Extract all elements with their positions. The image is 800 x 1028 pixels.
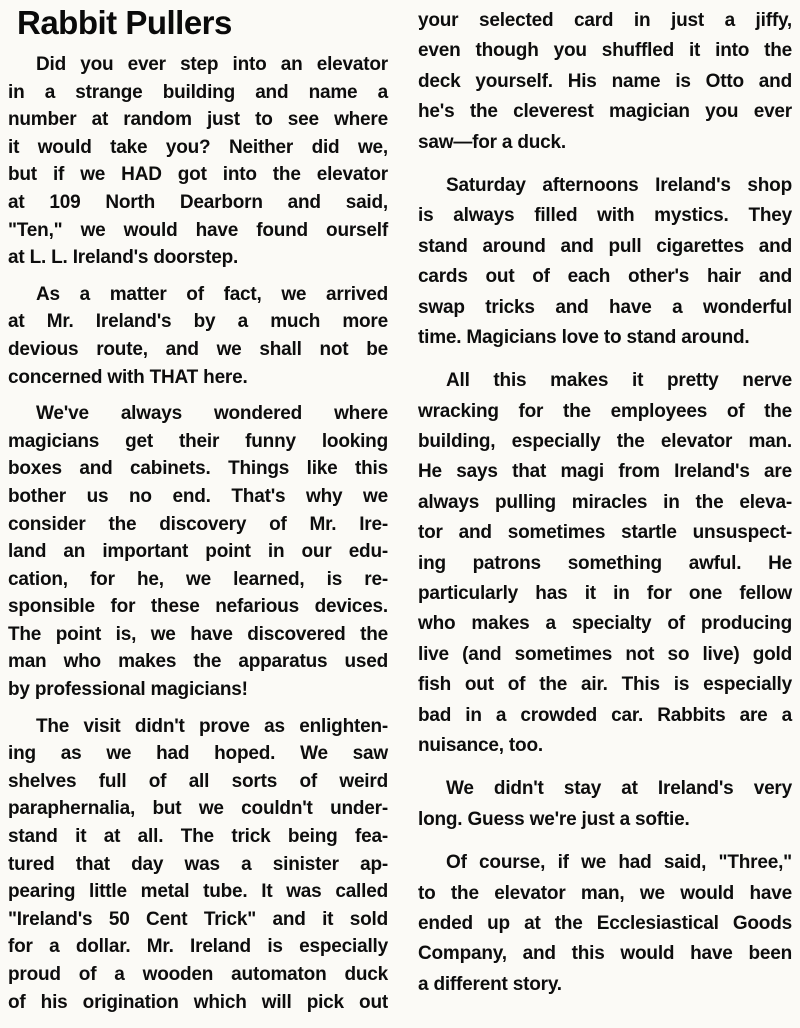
text-line: is always filled with mystics. They <box>418 205 792 227</box>
paragraph <box>8 281 388 391</box>
text-line: of his origination which will pick out <box>8 991 388 1013</box>
text-line: magicians get their funny looking <box>8 430 388 452</box>
text-line: tured that day was a sinister ap- <box>8 853 388 875</box>
text-line: swap tricks and have a wonderful <box>418 296 792 318</box>
text-line: particularly has it in for one fellow <box>418 583 792 605</box>
text-line: sponsible for these nefarious devices. <box>8 596 388 618</box>
text-line: cards out of each other's hair and <box>418 266 792 288</box>
text-line: shelves full of all sorts of weird <box>8 770 388 792</box>
text-line: to the elevator man, we would have <box>418 882 792 904</box>
article-column-left <box>8 4 388 1016</box>
text-line: The point is, we have discovered the <box>8 623 388 645</box>
text-line: stand around and pull cigarettes and <box>418 235 792 257</box>
text-line: even though you shuffled it into the <box>418 40 792 62</box>
text-line: As a matter of fact, we arrived <box>36 283 388 305</box>
article-title: Rabbit Pullers <box>17 4 232 41</box>
text-line: devious route, and we shall not be <box>8 338 388 360</box>
text-line: time. Magicians love to stand around. <box>418 326 750 348</box>
text-line: man who makes the apparatus used <box>8 651 388 673</box>
text-line: deck yourself. His name is Otto and <box>418 70 792 92</box>
text-line: bother us no end. That's why we <box>8 485 388 507</box>
text-line: always pulling miracles in the eleva- <box>418 491 792 513</box>
text-line: paraphernalia, but we couldn't under- <box>8 798 388 820</box>
text-line: The visit didn't prove as enlighten- <box>36 715 388 737</box>
text-line: at 109 North Dearborn and said, <box>8 191 388 213</box>
text-line: We didn't stay at Ireland's very <box>446 778 792 800</box>
text-line: bad in a crowded car. Rabbits are a <box>418 704 792 726</box>
article-column-right <box>418 6 792 1000</box>
text-line: stand it at all. The trick being fea- <box>8 826 388 848</box>
text-line: tor and sometimes startle unsuspect- <box>418 522 792 544</box>
text-line: number at random just to see where <box>8 109 388 131</box>
paragraph <box>418 848 792 1000</box>
paragraph <box>418 6 792 158</box>
paragraph <box>8 51 388 272</box>
text-line: All this makes it pretty nerve <box>446 370 792 392</box>
text-line: for a dollar. Mr. Ireland is especially <box>8 936 388 958</box>
text-line: at Mr. Ireland's by a much more <box>8 311 388 333</box>
text-line: fish out of the air. This is especially <box>418 674 792 696</box>
text-line: ended up at the Ecclesiastical Goods <box>418 912 792 934</box>
text-line: building, especially the elevator man. <box>418 431 792 453</box>
text-line: concerned with THAT here. <box>8 366 248 388</box>
text-line: live (and sometimes not so live) gold <box>418 643 792 665</box>
paragraph <box>418 774 792 835</box>
text-line: "Ten," we would have found ourself <box>8 219 388 241</box>
left-column-text <box>8 51 388 1016</box>
text-line: wracking for the employees of the <box>418 400 792 422</box>
right-column-text <box>418 6 792 1000</box>
text-line: by professional magicians! <box>8 679 248 701</box>
text-line: long. Guess we're just a softie. <box>418 808 690 830</box>
text-line: Of course, if we had said, "Three," <box>446 852 792 874</box>
text-line: at L. L. Ireland's doorstep. <box>8 247 239 269</box>
text-line: He says that magi from Ireland's are <box>418 461 792 483</box>
paragraph <box>8 400 388 704</box>
text-line: he's the cleverest magician you ever <box>418 101 792 123</box>
text-line: in a strange building and name a <box>8 81 388 103</box>
text-line: cation, for he, we learned, is re- <box>8 568 388 590</box>
text-line: Company, and this would have been <box>418 943 792 965</box>
text-line: who makes a specialty of producing <box>418 613 792 635</box>
paragraph <box>418 171 792 353</box>
text-line: ing as we had hoped. We saw <box>8 743 388 765</box>
text-line: Saturday afternoons Ireland's shop <box>446 174 792 196</box>
text-line: proud of a wooden automaton duck <box>8 964 388 985</box>
text-line: Did you ever step into an elevator <box>36 54 388 75</box>
text-line: We've always wondered where <box>36 403 388 425</box>
text-line: a different story. <box>418 973 562 995</box>
paragraph <box>8 713 388 1017</box>
text-line: boxes and cabinets. Things like this <box>8 458 388 480</box>
text-line: land an important point in our edu- <box>8 541 388 563</box>
text-line: ing patrons something awful. He <box>418 552 792 574</box>
text-line: saw—for a duck. <box>418 131 566 153</box>
text-line: "Ireland's 50 Cent Trick" and it sold <box>8 908 388 930</box>
text-line: nuisance, too. <box>418 734 543 756</box>
text-line: it would take you? Neither did we, <box>8 136 388 158</box>
text-line: pearing little metal tube. It was called <box>8 881 388 903</box>
text-line: your selected card in just a jiffy, <box>418 10 792 31</box>
paragraph <box>418 366 792 761</box>
text-line: consider the discovery of Mr. Ire- <box>8 513 388 535</box>
text-line: but if we HAD got into the elevator <box>8 164 388 186</box>
